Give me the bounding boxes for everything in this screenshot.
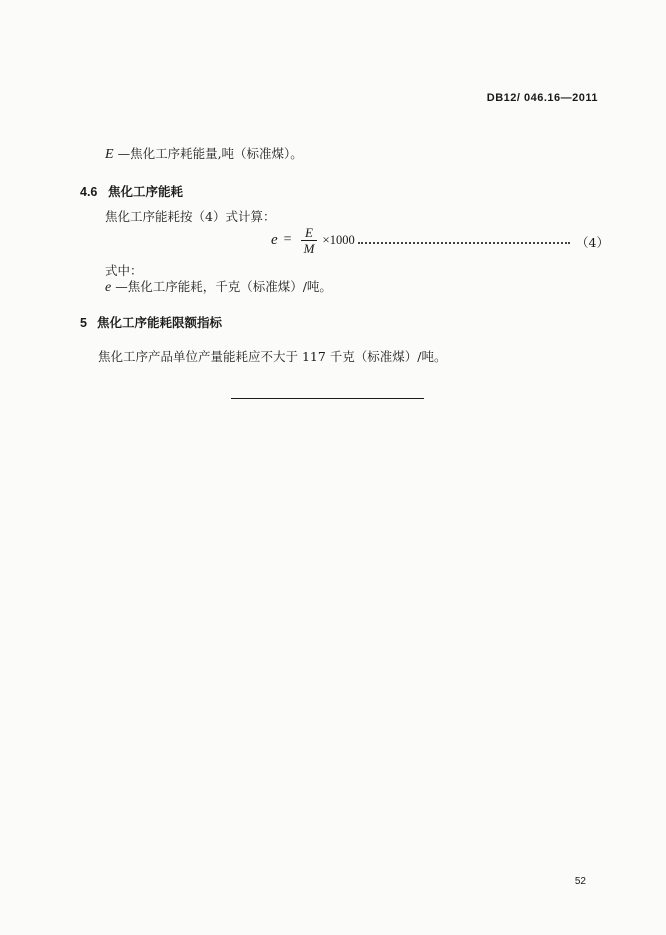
symbol-e: e bbox=[105, 280, 112, 295]
document-code: DB12/ 046.16—2011 bbox=[486, 92, 598, 104]
section-title: 焦化工序能耗限额指标 bbox=[97, 316, 223, 330]
page-number: 52 bbox=[574, 876, 586, 887]
formula-4 bbox=[271, 222, 355, 258]
fraction-numerator: E bbox=[305, 224, 313, 240]
equation-number: （4） bbox=[576, 235, 609, 250]
dot-leader bbox=[358, 232, 570, 244]
section-number: 5 bbox=[80, 316, 87, 330]
section-5-body: 焦化工序产品单位产量能耗应不大于 117 千克（标准煤）/吨。 bbox=[98, 349, 447, 364]
definition-E bbox=[105, 144, 303, 163]
formula-constant: 1000 bbox=[329, 232, 355, 247]
formula-intro: 焦化工序能耗按（4）式计算： bbox=[105, 209, 276, 224]
fraction-denominator: M bbox=[303, 240, 315, 256]
formula-times: × bbox=[322, 232, 330, 247]
formula-fraction bbox=[301, 225, 318, 256]
definition-E-text: —焦化工序耗能量,吨（标准煤）。 bbox=[117, 146, 303, 161]
formula-lhs: e bbox=[271, 231, 278, 248]
end-rule bbox=[231, 398, 424, 399]
where-label: 式中： bbox=[105, 263, 143, 278]
definition-e bbox=[105, 277, 332, 296]
definition-e-text: —焦化工序能耗，千克（标准煤）/吨。 bbox=[115, 279, 332, 294]
symbol-E: E bbox=[105, 147, 114, 162]
section-heading-4-6 bbox=[80, 182, 183, 200]
section-heading-5 bbox=[80, 313, 222, 331]
formula-equals: = bbox=[283, 232, 292, 247]
section-title: 焦化工序能耗 bbox=[108, 185, 184, 199]
section-number: 4.6 bbox=[80, 185, 98, 199]
